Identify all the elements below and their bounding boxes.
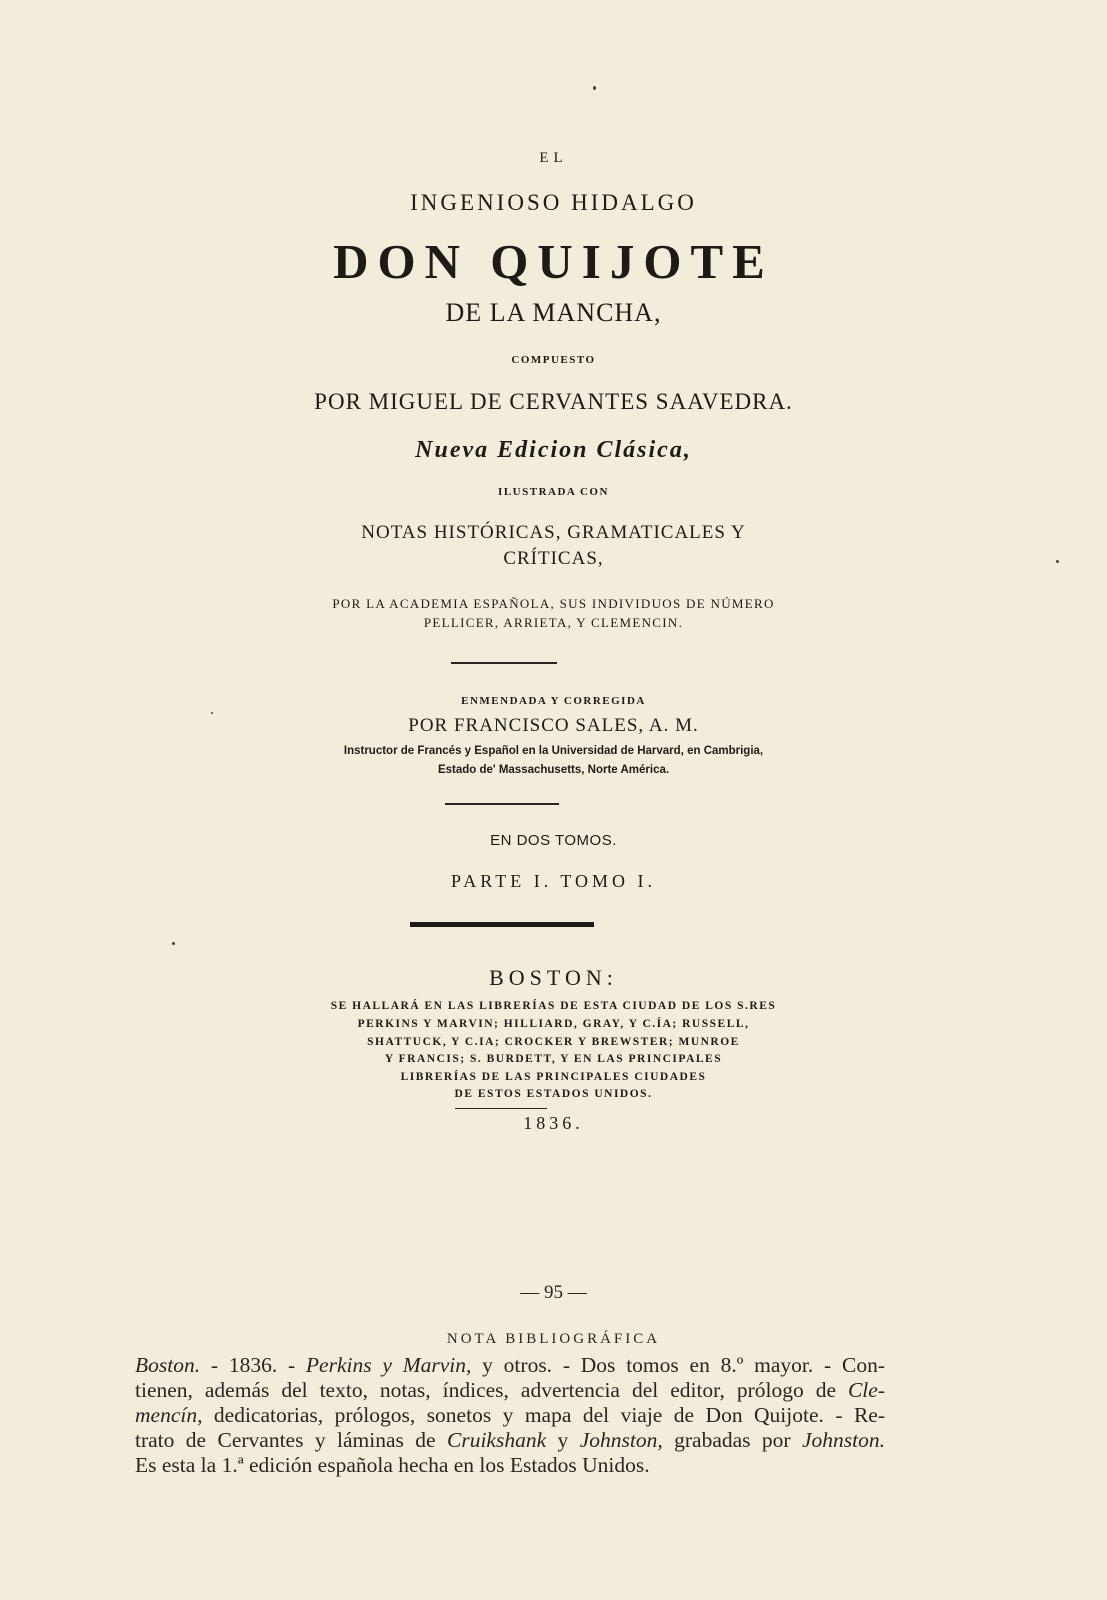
nota-name: mencín, [135,1403,203,1427]
nota-year: - 1836. - [200,1353,306,1377]
ornamental-rule [410,922,594,927]
boston-heading: BOSTON: [489,965,618,990]
nota-line [135,1403,885,1428]
nota-text: y otros. - Dos tomos en 8.º mayor. - Con- [471,1353,885,1377]
ink-speck [172,942,175,945]
ilustrada-line: ILUSTRADA CON [498,486,609,498]
nota-name: Cle- [847,1378,885,1402]
imprint-line-4: Y FRANCIS; S. BURDETT, Y EN LAS PRINCIPALES [384,1053,723,1065]
notas-line-2: CRÍTICAS, [503,548,604,569]
nota-name: Johnston, [579,1428,663,1452]
nota-publisher: Perkins y Marvin, [305,1353,472,1377]
nota-line [135,1453,885,1478]
tomos-line: EN DOS TOMOS. [490,832,617,849]
nota-line [135,1378,885,1403]
imprint-line-3: SHATTUCK, Y C.IA; CROCKER Y BREWSTER; MUNROE [367,1036,740,1048]
year-line: 1836. [523,1113,584,1133]
imprint-line-5: LIBRERÍAS DE LAS PRINCIPALES CIUDADES [400,1071,707,1083]
nota-text: dedicatorias, prólogos, sonetos y mapa del viaje de Don Quijote. - Re- [202,1403,885,1427]
nota-name: Johnston. [802,1428,886,1452]
instructor-line-1: Instructor de Francés y Español en la Universidad de Harvard, en Cambrigia, [343,745,764,757]
year-rule [455,1108,547,1109]
academia-line-1: POR LA ACADEMIA ESPAÑOLA, SUS INDIVIDUOS DE NÚMERO [332,596,775,611]
instructor-line-2: Estado de' Massachusetts, Norte América. [437,764,670,776]
nota-line [135,1353,885,1378]
academia-line-2: PELLICER, ARRIETA, Y CLEMENCIN. [423,615,684,630]
nota-city: Boston. [135,1353,201,1377]
title-don-quijote: DON QUIJOTE [333,234,774,289]
nota-text: grabadas por [662,1428,802,1452]
author-line: POR MIGUEL DE CERVANTES SAAVEDRA. [314,389,793,414]
title-ingenioso: INGENIOSO HIDALGO [410,190,697,215]
compuesto: COMPUESTO [511,354,596,366]
imprint-line-2: PERKINS Y MARVIN; HILLIARD, GRAY, Y C.ÍA; RUSSELL, [357,1018,750,1030]
title-mancha: DE LA MANCHA, [445,298,662,327]
nota-line [135,1428,885,1453]
parte-line: PARTE I. TOMO I. [450,871,657,891]
imprint-line-1: SE HALLARÁ EN LAS LIBRERÍAS DE ESTA CIUDAD DE LOS S.RES [330,1000,777,1012]
divider-rule [451,662,557,664]
nota-text: trato de Cervantes y láminas de [135,1428,447,1452]
notas-line-1: NOTAS HISTÓRICAS, GRAMATICALES Y [361,522,746,543]
ink-speck [593,86,596,90]
nota-text: tienen, además del texto, notas, índices, advertencia del editor, prólogo de [135,1378,848,1402]
nota-paragraph [135,1353,885,1478]
nota-text: Es esta la 1.ª edición española hecha en los Estados Unidos. [135,1453,650,1477]
editor-line: POR FRANCISCO SALES, A. M. [408,715,699,736]
edition-line: Nueva Edicion Clásica, [415,437,692,463]
nota-text: y [546,1428,580,1452]
enmendada-line: ENMENDADA Y CORREGIDA [461,695,646,707]
divider-rule [445,803,559,805]
nota-heading: NOTA BIBLIOGRÁFICA [446,1331,661,1347]
title-el: EL [539,150,568,166]
page-number: — 95 — [520,1282,587,1303]
nota-name: Cruikshank [447,1428,547,1452]
ink-speck [211,712,213,714]
imprint-line-6: DE ESTOS ESTADOS UNIDOS. [454,1088,653,1100]
